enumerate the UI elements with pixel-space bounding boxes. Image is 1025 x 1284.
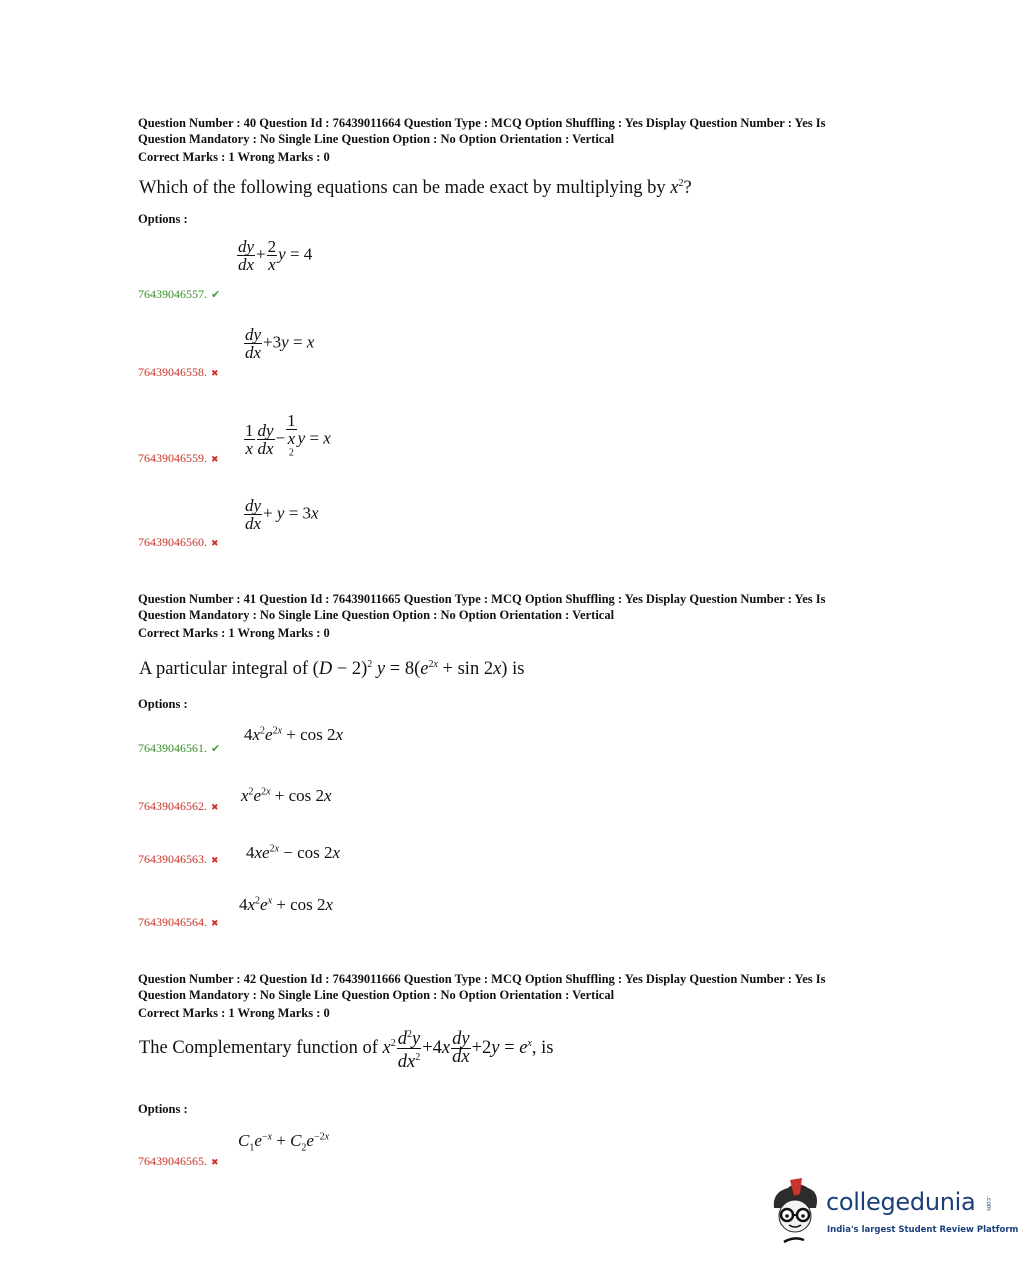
cross-icon: ✖ [211, 919, 219, 929]
q41-options-label: Options : [138, 697, 188, 711]
logo-wordmark: collegedunia [826, 1188, 976, 1216]
q41-option2-id[interactable]: 76439046562. ✖ [138, 799, 219, 813]
q42-question-text: The Complementary function of $x^2$ $\frac{d^2y}{dx^2}$ +4x $\frac{dy}{dx}$ $+2y = e^x$, is [139, 1026, 553, 1071]
q42-option1-id[interactable]: 76439046565. ✖ [138, 1154, 219, 1168]
q42-option1-expression: $C_1e^{-x} + C_2e^{-2x}$ [238, 1131, 330, 1154]
collegedunia-logo[interactable] [766, 1178, 1019, 1248]
logo-suffix: .com [985, 1196, 992, 1211]
q41-option4-expression: $4x^2e^x + \cos 2x$ [239, 895, 334, 914]
q42-meta: Question Number : 42 Question Id : 76439011666 Question Type : MCQ Option Shuffling : Yes Display Question Number : Yes Is Question Mandatory : No Single Line Question Option : No Option Orientation : Vertical Correct Marks : 1 Wrong Marks : 0 [138, 972, 826, 1020]
q40-option4-equation: $\frac{dy}{dx}$ + y = 3x [245, 496, 319, 533]
q41-option1-expression: $4x^2e^{2x} + \cos 2x$ [244, 725, 344, 744]
q40-question-text: Which of the following equations can be made exact by multiplying by $x^2$? [139, 178, 692, 199]
q40-options-label: Options : [138, 212, 188, 226]
cross-icon: ✖ [211, 539, 219, 549]
q41-option3-expression: $4xe^{2x} - \cos 2x$ [246, 843, 341, 862]
cross-icon: ✖ [211, 856, 219, 866]
q40-option3-id[interactable]: 76439046559. ✖ [138, 451, 219, 465]
q41-option4-id[interactable]: 76439046564. ✖ [138, 915, 219, 929]
q41-option2-expression: $x^2e^{2x} + \cos 2x$ [241, 786, 332, 805]
q40-option4-id[interactable]: 76439046560. ✖ [138, 535, 219, 549]
q42-options-label: Options : [138, 1102, 188, 1116]
q40-option1-equation: $\frac{dy}{dx}$ + $\frac{2}{x}$ y = 4 [238, 237, 313, 274]
q40-option2-equation: $\frac{dy}{dx}$ +3y = x [245, 325, 315, 362]
q40-option3-equation: $\frac{1}{x}$ $\frac{dy}{dx}$ − 1 x $^2$y = x [245, 411, 331, 459]
q41-option1-id[interactable]: 76439046561. ✔ [138, 741, 221, 755]
q40-option1-id[interactable]: 76439046557. ✔ [138, 287, 221, 301]
q40-meta: Question Number : 40 Question Id : 76439011664 Question Type : MCQ Option Shuffling : Yes Display Question Number : Yes Is Question Mandatory : No Single Line Question Option : No Option Orientation : Vertical Correct Marks : 1 Wrong Marks : 0 [138, 116, 826, 164]
logo-tagline: India's largest Student Review Platform [827, 1225, 1019, 1235]
q40-option2-id[interactable]: 76439046558. ✖ [138, 365, 219, 379]
q41-question-text: A particular integral of $(D - 2)^2$ $y = 8(e^{2x} + \sin 2x)$ is [139, 659, 525, 680]
cross-icon: ✖ [211, 803, 219, 813]
student-mascot-icon [766, 1178, 824, 1248]
check-icon: ✔ [211, 288, 221, 301]
cross-icon: ✖ [211, 1158, 219, 1168]
check-icon: ✔ [211, 742, 221, 755]
cross-icon: ✖ [211, 369, 219, 379]
q41-option3-id[interactable]: 76439046563. ✖ [138, 852, 219, 866]
cross-icon: ✖ [211, 455, 219, 465]
q41-meta: Question Number : 41 Question Id : 76439011665 Question Type : MCQ Option Shuffling : Yes Display Question Number : Yes Is Question Mandatory : No Single Line Question Option : No Option Orientation : Vertical Correct Marks : 1 Wrong Marks : 0 [138, 592, 826, 640]
